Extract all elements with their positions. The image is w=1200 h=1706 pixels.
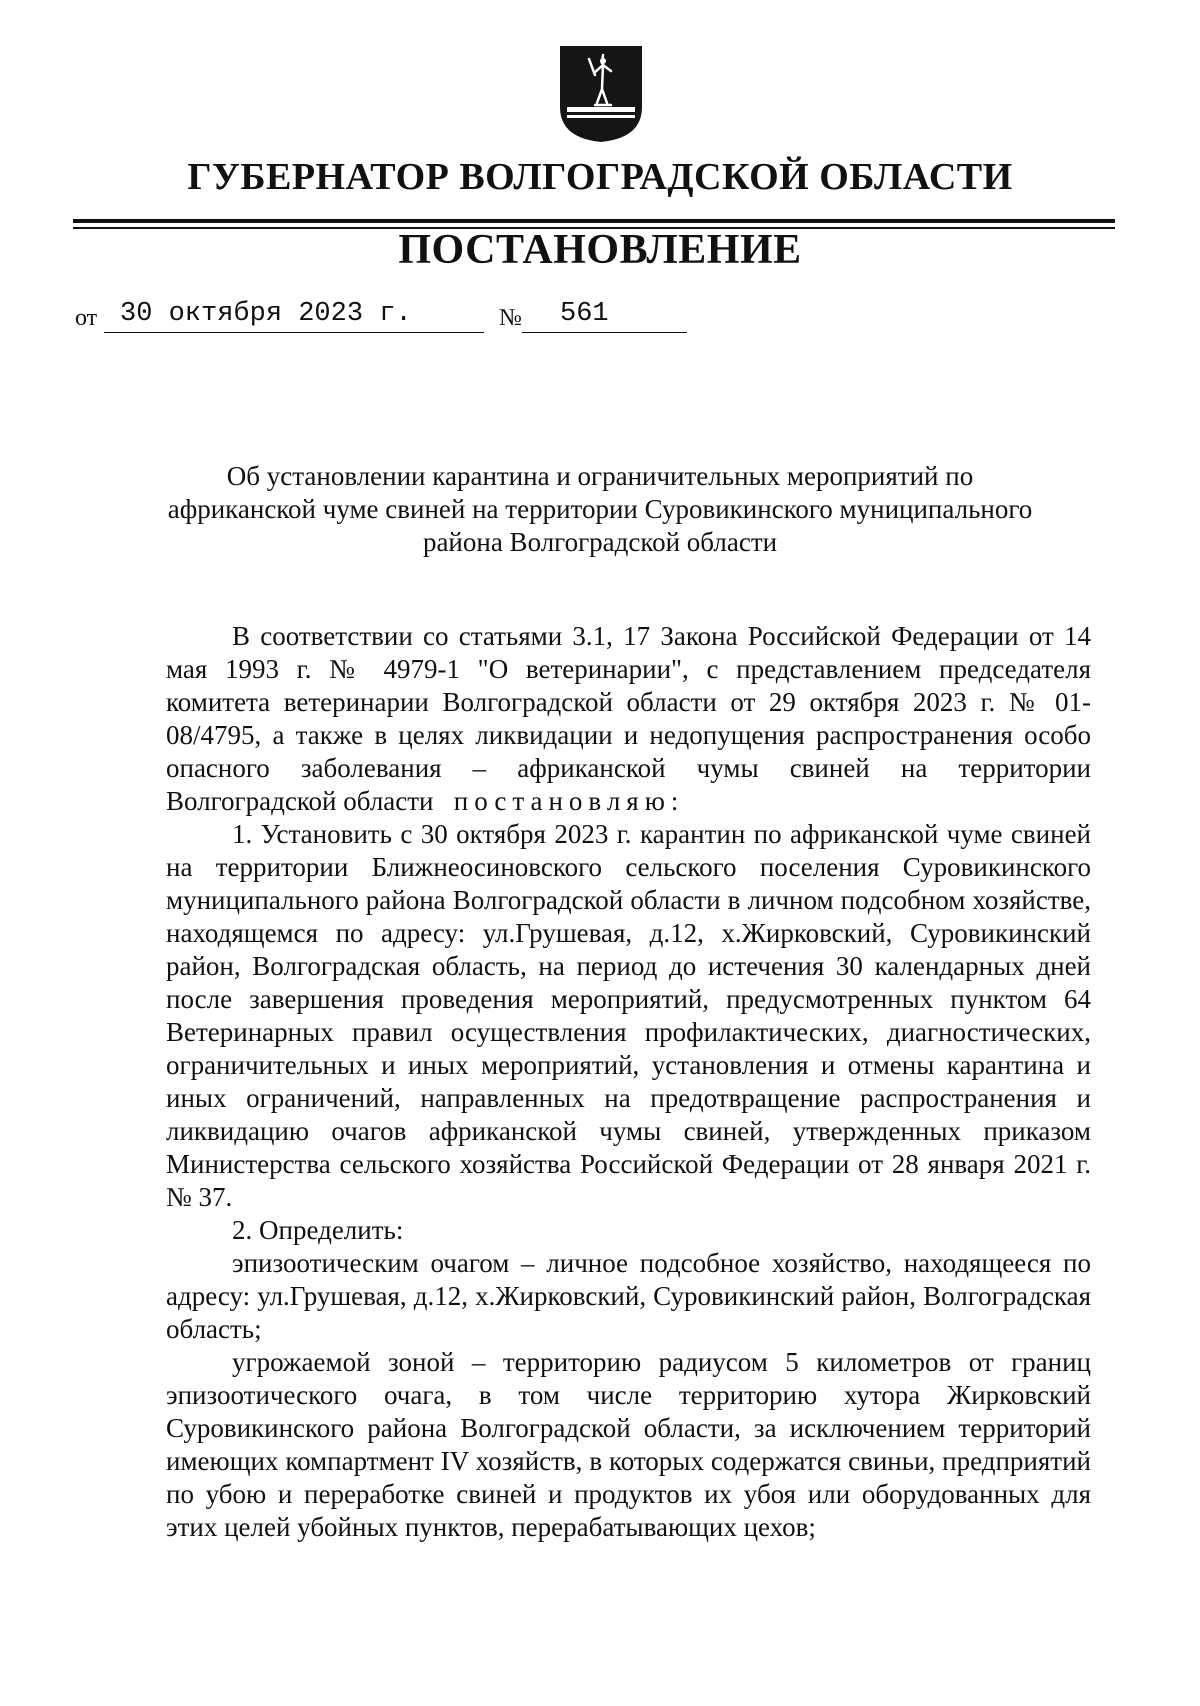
preamble-paragraph — [166, 620, 1091, 818]
date-underline — [104, 332, 484, 333]
issuing-authority: ГУБЕРНАТОР ВОЛГОГРАДСКОЙ ОБЛАСТИ — [187, 156, 1013, 198]
item-2-threat-zone-paragraph: угрожаемой зоной – территорию радиусом 5 километров от границ эпизоотического очага, в том числе территорию хутора Жирковский Суровикинского района Волгоградской области, за исключением территорий имеющих компартмент IV хозяйств, в которых содержатся свиньи, предприятий по убою и переработке свиней и продуктов их убоя или оборудованных для этих целей убойных пунктов, перерабатывающих цехов; — [166, 1347, 1091, 1542]
document-date: 30 октября 2023 г. — [120, 299, 412, 329]
item-2-paragraph: 2. Определить: — [232, 1215, 404, 1245]
document-title: Об установлении карантина и ограничительных мероприятий по африканской чуме свиней на территории Суровикинского муниципального района Волгоградской области — [167, 461, 1033, 557]
number-label: № — [499, 305, 522, 331]
document-type: ПОСТАНОВЛЕНИЕ — [398, 227, 802, 273]
date-number-row — [0, 298, 1200, 338]
item-1-paragraph: 1. Установить с 30 октября 2023 г. карантин по африканской чуме свиней на территории Ближнеосиновского сельского поселения Суровикинского муниципального района Волгоградской области в личном подсобном хозяйстве, находящемся по адресу: ул.Грушевая, д.12, х.Жирковский, Суровикинский район, Волгоградская область, на период до истечения 30 календарных дней после завершения проведения мероприятий, предусмотренных пунктом 64 Ветеринарных правил осуществления профилактических, диагностических, ограничительных и иных мероприятий, установления и отмены карантина и иных ограничений, направленных на предотвращение распространения и ликвидацию очагов африканской чумы свиней, утвержденных приказом Министерства сельского хозяйства Российской Федерации от 28 января 2021 г. № 37. — [166, 819, 1091, 1212]
header-rule-thick — [73, 219, 1115, 223]
document-number: 561 — [560, 299, 609, 329]
decree-word: постановляю: — [453, 786, 685, 816]
date-from-label: от — [75, 305, 98, 331]
document-body — [166, 620, 1091, 1544]
number-underline — [522, 332, 687, 333]
preamble-text: В соответствии со статьями 3.1, 17 Закона Российской Федерации от 14 мая 1993 г. № 4979-1 "О ветеринарии", с представлением председателя комитета ветеринарии Волгоградской области от 29 октября 2023 г. № 01-08/4795, а также в целях ликвидации и недопущения распространения особо опасного заболевания – африканской чумы свиней на территории Волгоградской области — [166, 621, 1091, 816]
volgograd-coat-of-arms-icon — [559, 45, 643, 143]
item-2-focus-paragraph: эпизоотическим очагом – личное подсобное хозяйство, находящееся по адресу: ул.Грушевая, д.12, х.Жирковский, Суровикинский район, Волгоградская область; — [166, 1248, 1091, 1344]
